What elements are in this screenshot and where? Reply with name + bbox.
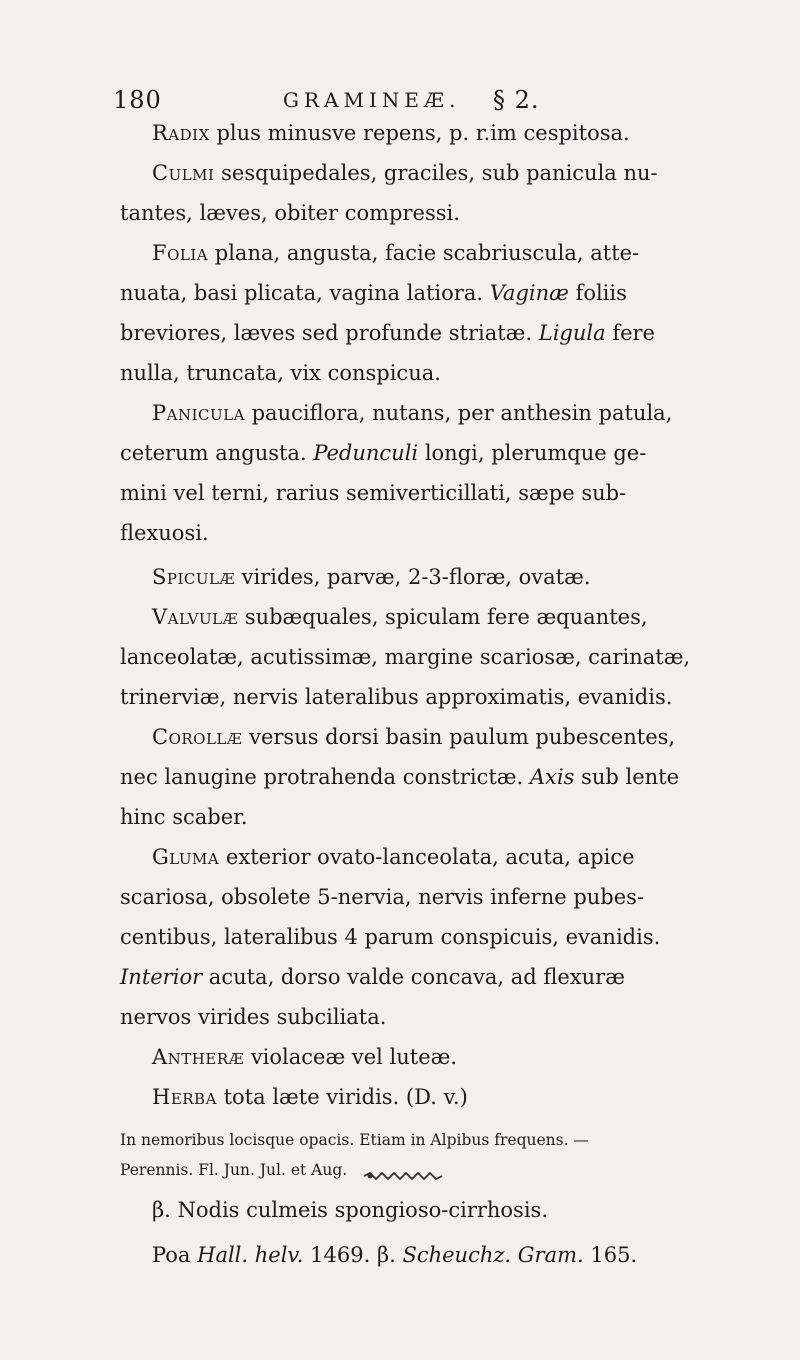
line-text: 1469. β. [303,1243,403,1267]
text-line [152,1195,727,1225]
lead-word: Radix [152,121,210,145]
line-text: lanceolatæ, acutissimæ, margine scariosæ, carinatæ, [120,645,691,669]
text-line [152,158,727,188]
header-title: GRAMINEÆ. [283,88,461,112]
line-text: nec lanugine protrahenda constrictæ. [120,765,530,789]
italic-term: Vaginæ [489,281,569,305]
italic-term: Ligula [538,321,606,345]
line-text: pauciflora, nutans, per anthesin patula, [244,401,673,425]
lead-word: Antheræ [152,1045,245,1069]
italic-term: Interior [120,965,203,989]
text-line [120,922,695,952]
line-text: sub lente [574,765,680,789]
italic-term: Hall. helv. [197,1243,304,1267]
line-text: plus minusve repens, p. r.im cespitosa. [209,121,630,145]
line-text: In nemoribus locisque opacis. Etiam in Alpibus frequens. — [120,1131,589,1149]
text-line [120,642,695,672]
line-text: scariosa, obsolete 5-nervia, nervis inferne pubes- [120,885,645,909]
text-line [152,562,727,592]
text-line [120,438,695,468]
text-line [152,602,727,632]
lead-word: Folia [152,241,209,265]
line-text: 165. [583,1243,638,1267]
fleuron-ornament [362,1170,452,1182]
text-line [120,478,695,508]
text-line [152,1082,727,1112]
text-line [152,118,727,148]
text-line [120,318,695,348]
running-header [113,86,553,120]
text-line [120,1125,695,1155]
text-line [152,842,727,872]
text-line [120,518,695,548]
line-text: nervos virides subciliata. [120,1005,387,1029]
line-text: tota læte viridis. (D. v.) [216,1085,468,1109]
line-text: hinc scaber. [120,805,248,829]
text-line [152,722,727,752]
lead-word: Valvulæ [152,605,239,629]
line-text: ceterum angusta. [120,441,314,465]
line-text: mini vel terni, rarius semiverticillati, sæpe sub- [120,481,627,505]
line-text: exterior ovato-lanceolata, acuta, apice [219,845,635,869]
line-text: centibus, lateralibus 4 parum conspicuis, evanidis. [120,925,661,949]
line-text: nuata, basi plicata, vagina latiora. [120,281,490,305]
line-text: tantes, læves, obiter compressi. [120,201,460,225]
line-text: fere [605,321,655,345]
text-line [120,802,695,832]
line-text: flexuosi. [120,521,209,545]
text-line [120,962,695,992]
lead-word: Culmi [152,161,215,185]
line-text: β. Nodis culmeis spongioso-cirrhosis. [152,1198,549,1222]
line-text: virides, parvæ, 2-3-floræ, ovatæ. [235,565,591,589]
lead-word: Herba [152,1085,217,1109]
line-text: acuta, dorso valde concava, ad flexuræ [202,965,625,989]
italic-term: Scheuchz. Gram. [402,1243,584,1267]
italic-term: Pedunculi [313,441,419,465]
line-text: versus dorsi basin paulum pubescentes, [242,725,676,749]
line-text: subæquales, spiculam fere æquantes, [238,605,648,629]
text-line [152,1042,727,1072]
line-text: breviores, læves sed profunde striatæ. [120,321,539,345]
text-line [120,682,695,712]
text-line [152,238,727,268]
text-line [120,1002,695,1032]
text-line [120,358,695,388]
lead-word: Panicula [152,401,245,425]
lead-word: Spiculæ [152,565,235,589]
text-line [152,398,727,428]
line-text: Poa [152,1243,198,1267]
line-text: sesquipedales, graciles, sub panicula nu- [214,161,658,185]
lead-word: Gluma [152,845,220,869]
line-text: plana, angusta, facie scabriuscula, atte- [208,241,640,265]
page-number: 180 [113,86,162,114]
text-line [152,1240,727,1270]
line-text: nulla, truncata, vix conspicua. [120,361,441,385]
text-line [120,278,695,308]
section-mark: § 2. [493,86,540,114]
line-text: trinerviæ, nervis lateralibus approximatis, evanidis. [120,685,673,709]
text-line [120,762,695,792]
line-text: longi, plerumque ge- [418,441,647,465]
italic-term: Axis [529,765,575,789]
text-line [120,882,695,912]
line-text: violaceæ vel luteæ. [244,1045,458,1069]
text-line [120,198,695,228]
line-text: Perennis. Fl. Jun. Jul. et Aug. [120,1161,348,1179]
lead-word: Corollæ [152,725,243,749]
line-text: foliis [568,281,627,305]
